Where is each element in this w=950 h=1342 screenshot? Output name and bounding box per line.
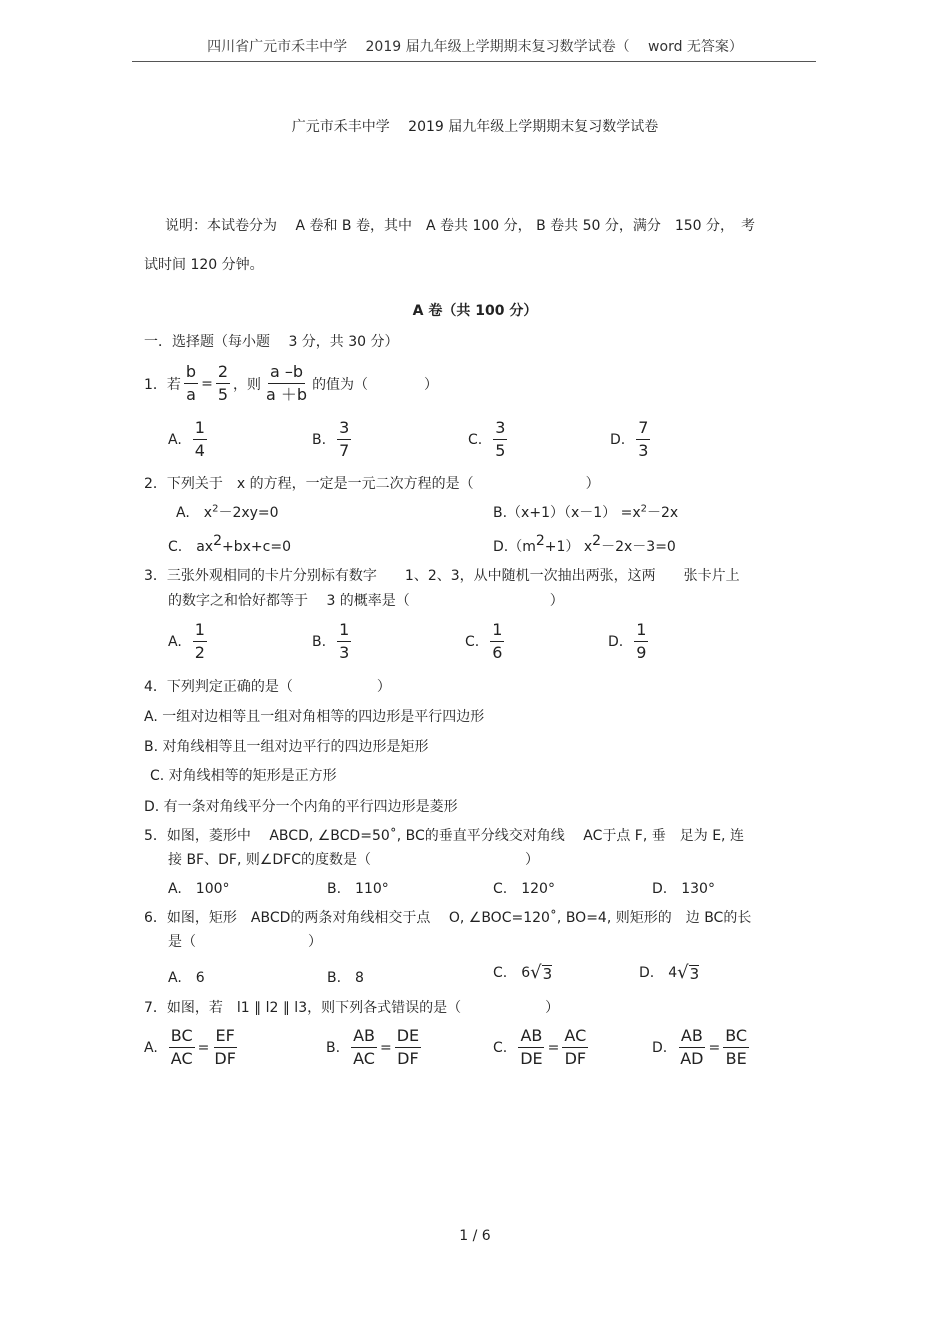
- option-text: A. x: [176, 505, 213, 521]
- fraction-denominator: AD: [680, 1049, 704, 1068]
- fraction-denominator: AC: [353, 1049, 375, 1068]
- fraction-numerator: 1: [634, 622, 648, 642]
- option-fraction: [518, 1028, 544, 1067]
- section-a-heading: A 卷（共 100 分）: [412, 303, 538, 319]
- question-3-line-2: 的数字之和恰好都等于 3 的概率是（ ）: [168, 593, 564, 609]
- option-fraction: [636, 420, 650, 459]
- q1-option-c: [468, 420, 510, 459]
- q1-option-b: [312, 420, 354, 459]
- document-title: 广元市禾丰中学 2019 届九年级上学期期末复习数学试卷: [291, 119, 659, 135]
- option-label: C.: [465, 633, 480, 650]
- option-text: C. 6: [493, 965, 531, 981]
- fraction-numerator: b: [184, 364, 198, 384]
- fraction-denominator: 2: [194, 643, 205, 662]
- fraction-numerator: AB: [679, 1028, 705, 1048]
- option-fraction: [678, 1028, 705, 1067]
- fraction-numerator: AB: [351, 1028, 377, 1048]
- option-label: A.: [168, 633, 182, 650]
- fraction-denominator: a ＋b: [266, 385, 308, 404]
- fraction-denominator: 9: [636, 643, 647, 662]
- q1-then: ，则: [233, 376, 261, 393]
- fraction-numerator: 1: [193, 420, 207, 440]
- option-fraction: [337, 622, 351, 661]
- square-root: [677, 964, 699, 982]
- q1-fraction-b-over-a: [184, 364, 198, 403]
- q4-option-b: B. 对角线相等且一组对边平行的四边形是矩形: [144, 739, 429, 755]
- option-text: －2xy=0: [218, 505, 279, 521]
- fraction-numerator: BC: [723, 1028, 749, 1048]
- fraction-numerator: 7: [636, 420, 650, 440]
- q2-option-b: [493, 502, 678, 522]
- q7-option-c: [493, 1028, 591, 1067]
- radicand: 3: [542, 964, 553, 983]
- fraction-denominator: 5: [217, 385, 228, 404]
- option-fraction: [193, 622, 207, 661]
- fraction-numerator: 1: [193, 622, 207, 642]
- option-text: B.（x+1）（x－1） =x: [493, 505, 641, 521]
- option-fraction: [562, 1028, 588, 1067]
- q5-option-b: B. 110°: [327, 881, 389, 897]
- option-fraction: [395, 1028, 421, 1067]
- option-label: D.: [652, 1039, 668, 1056]
- option-fraction: [490, 622, 504, 661]
- q2-option-d: [493, 533, 676, 556]
- option-label: C.: [468, 431, 483, 448]
- exponent: 2: [535, 533, 545, 549]
- question-6-line-1: 6．如图，矩形 ABCD的两条对角线相交于点 O, ∠BOC=120˚, BO=4, 则矩形的 边 BC的长: [144, 910, 752, 926]
- option-label: A.: [144, 1039, 158, 1056]
- q7-option-b: [326, 1028, 424, 1067]
- q3-option-c: [465, 622, 507, 661]
- q1-tail: 的值为（ ）: [312, 376, 439, 393]
- equals-sign: =: [197, 1039, 210, 1056]
- option-label: A.: [168, 431, 182, 448]
- option-label: B.: [312, 633, 327, 650]
- question-5-line-1: 5．如图，菱形中 ABCD, ∠BCD=50˚, BC的垂直平分线交对角线 AC于点 F, 垂 足为 E, 连: [144, 828, 744, 844]
- question-6-line-2: 是（ ）: [168, 934, 322, 950]
- q1-number: 1．若: [144, 376, 181, 393]
- question-7: 7．如图，若 l1 ∥ l2 ∥ l3，则下列各式错误的是（ ）: [144, 1000, 560, 1016]
- q6-option-c: [493, 962, 552, 982]
- fraction-numerator: 3: [337, 420, 351, 440]
- option-fraction: [169, 1028, 195, 1067]
- equals-sign: =: [708, 1039, 721, 1056]
- option-text: +bx+c=0: [222, 539, 291, 555]
- option-fraction: [634, 622, 648, 661]
- q7-option-a: [144, 1028, 241, 1067]
- q1-fraction-expression: [264, 364, 309, 403]
- radical-sign-icon: √: [530, 962, 542, 983]
- q5-option-c: C. 120°: [493, 881, 555, 897]
- option-text: D.（m: [493, 539, 536, 555]
- page-header: 四川省广元市禾丰中学 2019 届九年级上学期期末复习数学试卷（ word 无答案）: [207, 39, 743, 55]
- q4-option-d: D. 有一条对角线平分一个内角的平行四边形是菱形: [144, 799, 458, 815]
- fraction-numerator: 2: [216, 364, 230, 384]
- option-label: C.: [493, 1039, 508, 1056]
- option-label: D.: [608, 633, 624, 650]
- question-2: 2．下列关于 x 的方程，一定是一元二次方程的是（ ）: [144, 476, 600, 492]
- fraction-denominator: a: [186, 385, 196, 404]
- option-fraction: [212, 1028, 238, 1067]
- q3-option-b: [312, 622, 354, 661]
- fraction-denominator: 6: [492, 643, 503, 662]
- fraction-denominator: 5: [495, 441, 506, 460]
- q1-option-a: [168, 420, 210, 459]
- q5-option-a: A. 100°: [168, 881, 230, 897]
- q6-option-d: [639, 962, 699, 982]
- exponent: 2: [592, 533, 602, 549]
- fraction-numerator: EF: [214, 1028, 237, 1048]
- page-number: 1 / 6: [459, 1228, 491, 1244]
- option-fraction: [723, 1028, 749, 1067]
- option-label: B.: [312, 431, 327, 448]
- fraction-denominator: DE: [520, 1049, 543, 1068]
- question-3-line-1: 3．三张外观相同的卡片分别标有数字 1、2、3，从中随机一次抽出两张，这两 张卡片上: [144, 568, 740, 584]
- exponent: 2: [213, 533, 223, 549]
- fraction-denominator: 3: [339, 643, 350, 662]
- question-5-line-2: 接 BF、DF, 则∠DFC的度数是（ ）: [168, 852, 539, 868]
- q5-option-d: D. 130°: [652, 881, 715, 897]
- fraction-denominator: 4: [194, 441, 205, 460]
- fraction-denominator: AC: [170, 1049, 193, 1068]
- option-text: －2x: [647, 505, 679, 521]
- fraction-numerator: 1: [337, 622, 351, 642]
- equals-sign: =: [547, 1039, 560, 1056]
- equals-sign: =: [379, 1039, 392, 1056]
- q6-option-a: A. 6: [168, 970, 205, 986]
- fraction-numerator: AC: [562, 1028, 588, 1048]
- square-root: [530, 964, 552, 982]
- fraction-denominator: DF: [564, 1049, 587, 1068]
- option-fraction: [337, 420, 351, 459]
- q2-option-a: [176, 502, 279, 522]
- q6-option-b: B. 8: [327, 970, 364, 986]
- q3-option-a: [168, 622, 210, 661]
- fraction-denominator: DF: [397, 1049, 419, 1068]
- exponent: 2: [640, 503, 648, 515]
- fraction-numerator: BC: [169, 1028, 195, 1048]
- option-fraction: [351, 1028, 377, 1067]
- option-fraction: [193, 420, 207, 459]
- exponent: 2: [212, 503, 219, 515]
- equals-sign: =: [201, 375, 213, 392]
- fraction-numerator: DE: [395, 1028, 421, 1048]
- q1-option-d: [610, 420, 653, 459]
- option-label: B.: [326, 1039, 341, 1056]
- intro-line-1: 说明：本试卷分为 A 卷和 B 卷，其中 A 卷共 100 分， B 卷共 50 分，满分 150 分， 考: [165, 218, 756, 234]
- fraction-numerator: 1: [490, 622, 504, 642]
- q4-option-a: A. 一组对边相等且一组对角相等的四边形是平行四边形: [144, 709, 485, 725]
- fraction-denominator: 7: [339, 441, 350, 460]
- radical-sign-icon: √: [677, 962, 689, 983]
- fraction-denominator: BE: [725, 1049, 747, 1068]
- option-label: D.: [610, 431, 626, 448]
- q2-option-c: [168, 533, 291, 556]
- radicand: 3: [689, 964, 700, 983]
- option-text: －2x－3=0: [601, 539, 676, 555]
- q7-option-d: [652, 1028, 752, 1067]
- fraction-denominator: 3: [638, 441, 649, 460]
- question-4: 4．下列判定正确的是（ ）: [144, 679, 391, 695]
- option-text: +1） x: [544, 539, 593, 555]
- option-fraction: [493, 420, 507, 459]
- q3-option-d: [608, 622, 651, 661]
- fraction-numerator: AB: [518, 1028, 544, 1048]
- option-text: C. ax: [168, 539, 214, 555]
- fraction-denominator: DF: [214, 1049, 236, 1068]
- fraction-numerator: a –b: [268, 364, 305, 384]
- q1-fraction-2-over-5: [216, 364, 230, 403]
- fraction-numerator: 3: [493, 420, 507, 440]
- header-rule: [132, 61, 816, 62]
- intro-line-2: 试时间 120 分钟。: [144, 257, 264, 273]
- option-text: D. 4: [639, 965, 678, 981]
- part-1-heading: 一．选择题（每小题 3 分，共 30 分）: [144, 334, 399, 350]
- question-1: [144, 364, 438, 403]
- q4-option-c: C. 对角线相等的矩形是正方形: [150, 768, 337, 784]
